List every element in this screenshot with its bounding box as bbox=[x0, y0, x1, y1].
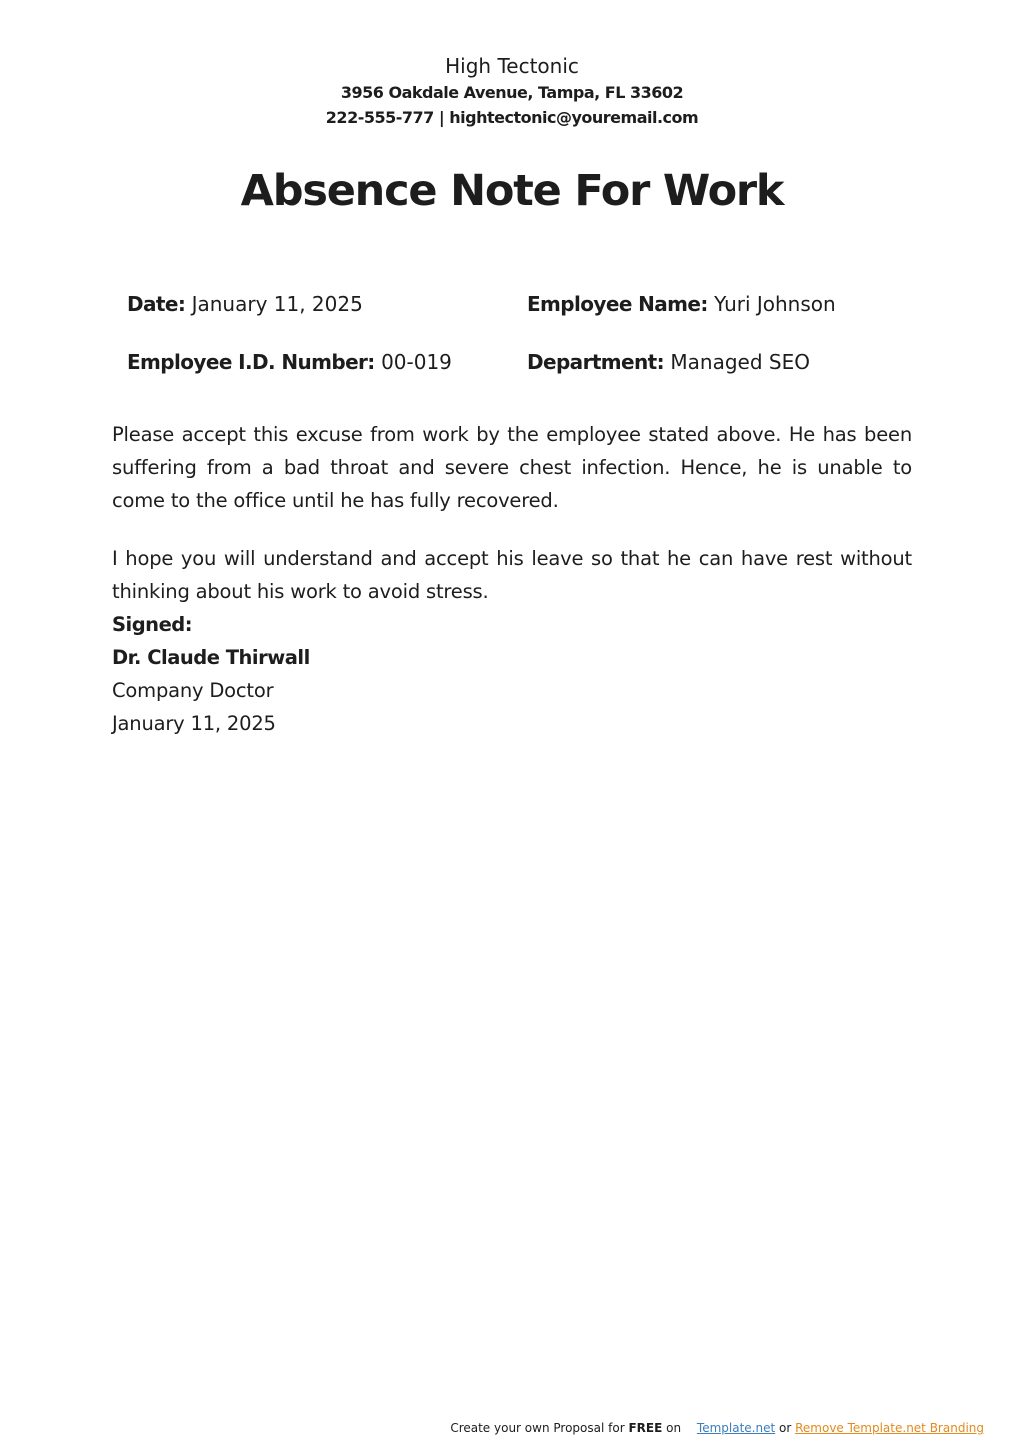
signed-label: Signed: bbox=[112, 613, 193, 636]
employee-name-field bbox=[527, 289, 836, 319]
company-name: High Tectonic bbox=[445, 54, 579, 78]
remove-branding-link[interactable]: Remove Template.net Branding bbox=[795, 1421, 984, 1435]
letterhead bbox=[0, 52, 1024, 130]
department-field bbox=[527, 347, 810, 377]
template-net-link[interactable]: Template.net bbox=[696, 1421, 776, 1435]
date-value: January 11, 2025 bbox=[191, 292, 363, 316]
date-field bbox=[127, 289, 363, 319]
employee-id-label: Employee I.D. Number: bbox=[127, 350, 375, 374]
employee-name-label: Employee Name: bbox=[527, 292, 708, 316]
signer-title: Company Doctor bbox=[112, 679, 274, 702]
department-label: Department: bbox=[527, 350, 665, 374]
signed-date: January 11, 2025 bbox=[112, 712, 276, 735]
company-address: 3956 Oakdale Avenue, Tampa, FL 33602 bbox=[340, 83, 684, 102]
footer-on: on bbox=[666, 1421, 682, 1435]
footer-or: or bbox=[779, 1421, 792, 1435]
footer-free: FREE bbox=[628, 1421, 663, 1435]
department-value: Managed SEO bbox=[670, 350, 810, 374]
date-label: Date: bbox=[127, 292, 186, 316]
body-paragraph-1: Please accept this excuse from work by the employee stated above. He has been suffering from a bad throat and severe chest infection. Hence, he is unable to come to the office until he has fully recovered. bbox=[112, 423, 912, 512]
body-paragraph-2: I hope you will understand and accept his leave so that he can have rest without thinking about his work to avoid stress. bbox=[112, 547, 912, 603]
note-closing bbox=[112, 542, 912, 740]
employee-name-value: Yuri Johnson bbox=[714, 292, 836, 316]
info-row-2 bbox=[127, 347, 907, 377]
employee-id-value: 00-019 bbox=[381, 350, 452, 374]
company-contact: 222-555-777 | hightectonic@youremail.com bbox=[325, 108, 699, 127]
info-row-1 bbox=[127, 289, 907, 319]
signer-name: Dr. Claude Thirwall bbox=[112, 646, 310, 669]
branding-footer bbox=[450, 1419, 984, 1437]
document-title: Absence Note For Work bbox=[240, 166, 784, 216]
note-body bbox=[112, 418, 912, 517]
footer-prefix: Create your own Proposal for bbox=[450, 1421, 625, 1435]
employee-id-field bbox=[127, 347, 452, 377]
